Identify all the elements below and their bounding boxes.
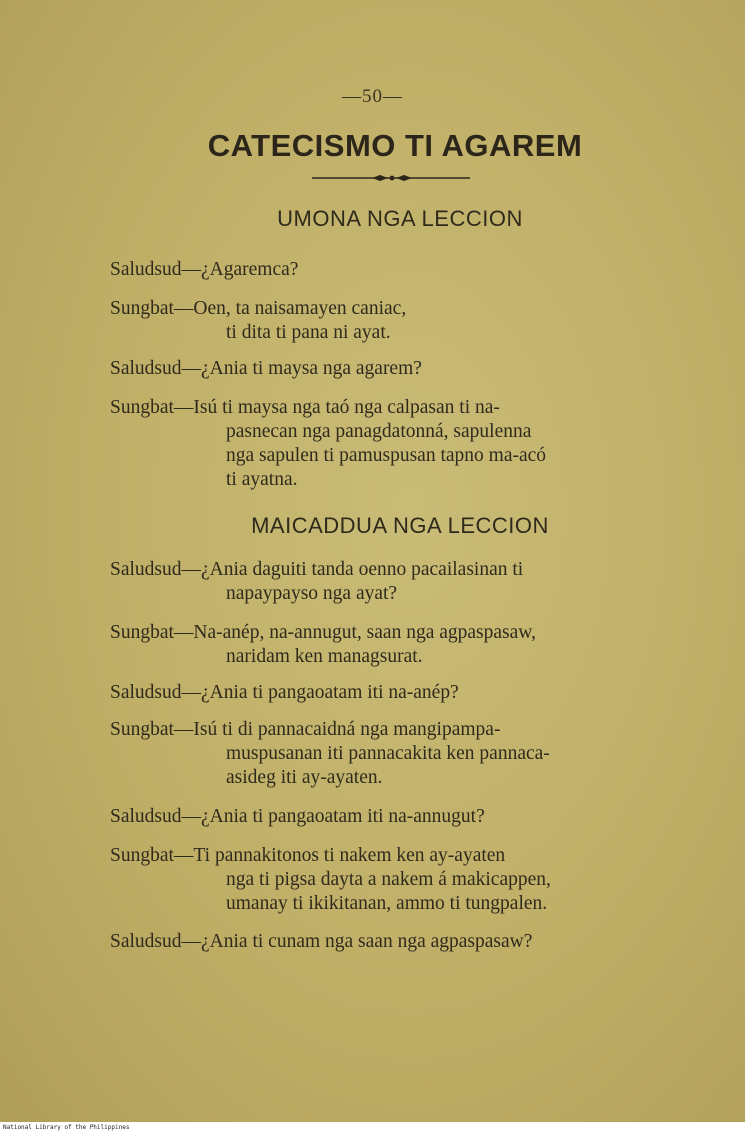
qa-label: Saludsud— — [110, 559, 202, 580]
qa-text: ¿Ania ti cunam nga saan nga agpaspasaw? — [201, 931, 533, 952]
title-ornament-rule — [312, 174, 470, 182]
qa-label: Sungbat— — [110, 298, 194, 319]
lesson-heading: MAICADDUA NGA LECCION — [251, 513, 549, 538]
answer — [110, 718, 685, 790]
qa-text: Oen, ta naisamayen caniac, — [193, 298, 407, 319]
question — [110, 930, 685, 954]
qa-text: ¿Ania ti maysa nga agarem? — [201, 358, 422, 379]
qa-text: Ti pannakitonos ti nakem ken ay-ayaten — [193, 845, 506, 866]
qa-label: Sungbat— — [110, 719, 194, 740]
qa-text: asideg iti ay-ayaten. — [226, 767, 383, 788]
answer — [110, 297, 685, 345]
question — [110, 681, 685, 705]
page-number: —50— — [342, 86, 403, 107]
qa-label: Saludsud— — [110, 931, 202, 952]
question — [110, 258, 685, 282]
qa-label: Sungbat— — [110, 622, 194, 643]
qa-text: pasnecan nga panagdatonná, sapulenna — [226, 421, 532, 442]
qa-text: naridam ken managsurat. — [226, 646, 423, 667]
answer — [110, 844, 685, 916]
qa-text: nga sapulen ti pamuspusan tapno ma-acó — [226, 445, 547, 466]
qa-label: Saludsud— — [110, 358, 202, 379]
question — [110, 805, 685, 829]
scan-credit: National Library of the Philippines — [3, 1124, 130, 1131]
lesson-heading: UMONA NGA LECCION — [277, 206, 523, 231]
answer — [110, 621, 685, 669]
page-title: CATECISMO TI AGAREM — [207, 128, 583, 163]
qa-label: Saludsud— — [110, 806, 202, 827]
qa-text: nga ti pigsa dayta a nakem á makicappen, — [226, 869, 551, 890]
qa-text: ¿Ania ti pangaoatam iti na-anép? — [201, 682, 459, 703]
qa-label: Sungbat— — [110, 845, 194, 866]
answer — [110, 396, 685, 492]
qa-text: Isú ti maysa nga taó nga calpasan ti na- — [193, 397, 500, 418]
qa-text: ti ayatna. — [226, 469, 298, 490]
qa-label: Saludsud— — [110, 682, 202, 703]
qa-text: ¿Ania ti pangaoatam iti na-annugut? — [201, 806, 485, 827]
qa-text: ¿Ania daguiti tanda oenno pacailasinan ti — [201, 559, 524, 580]
qa-text: ti dita ti pana ni ayat. — [226, 322, 391, 343]
qa-text: Na-anép, na-annugut, saan nga agpaspasaw, — [193, 622, 536, 643]
qa-text: muspusanan iti pannacakita ken pannaca- — [226, 743, 550, 764]
qa-text: napaypayso nga ayat? — [226, 583, 398, 604]
question — [110, 558, 685, 606]
qa-text: Isú ti di pannacaidná nga mangipampa- — [193, 719, 501, 740]
qa-text: ¿Agaremca? — [201, 259, 299, 280]
qa-text: umanay ti ikikitanan, ammo ti tungpalen. — [226, 893, 548, 914]
qa-label: Saludsud— — [110, 259, 202, 280]
question — [110, 357, 685, 381]
qa-label: Sungbat— — [110, 397, 194, 418]
